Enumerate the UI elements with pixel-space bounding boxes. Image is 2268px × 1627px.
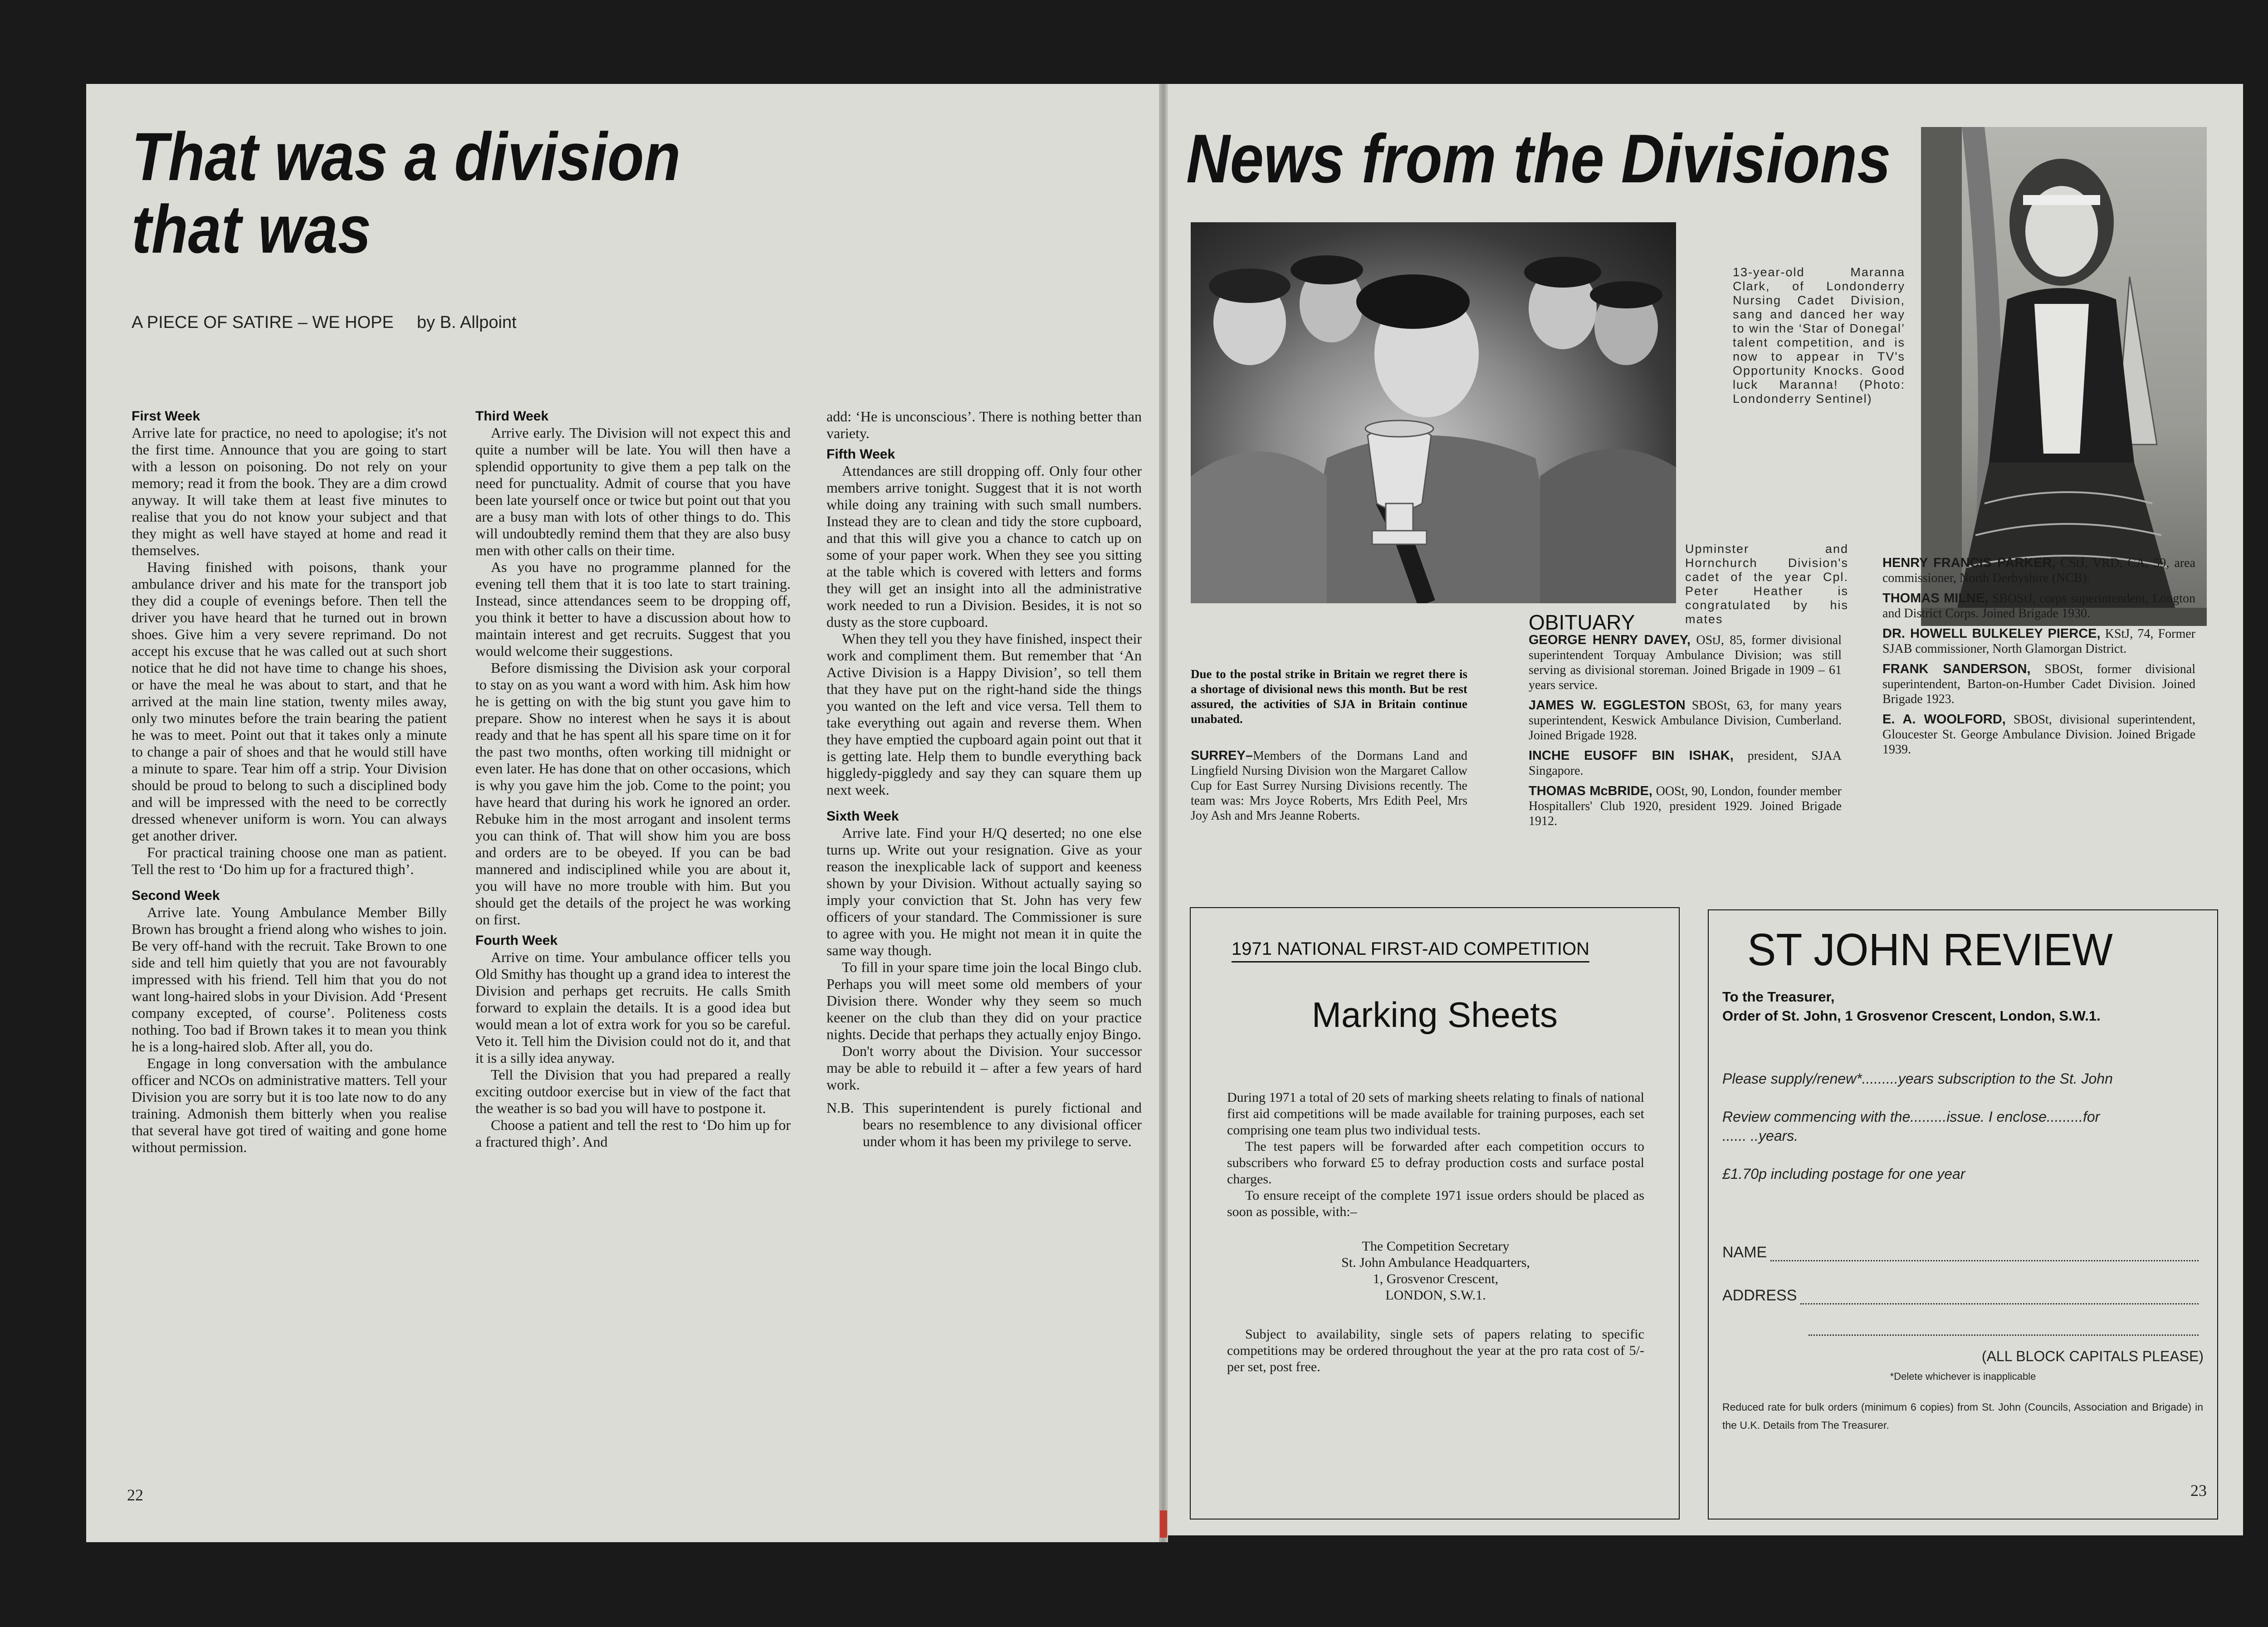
cadet-photo bbox=[1191, 222, 1676, 603]
paragraph: Choose a patient and tell the rest to ‘Do him up for a fractured thigh’. And bbox=[475, 1117, 791, 1150]
address-line: 1, Grosvenor Crescent, bbox=[1373, 1271, 1499, 1286]
sixth-week-heading: Sixth Week bbox=[826, 809, 899, 824]
paragraph: Arrive late. Young Ambulance Member Billy Brown has brought a friend along who wishes to join. Be very off-hand with the recruit. Take Brown to one side and tell him quietly that you are not favourably impressed with his friend. Tell him that you do not want long-haired slobs in your Division. Add ‘Present company excepted, of course’. Politeness costs nothing. Too bad if Brown takes it to mean you think he is a long-haired slob. After all, you do. bbox=[132, 904, 447, 1055]
paragraph: As you have no programme planned for the evening tell them that it is too late to start training. Instead, since attendances seem to be dropping off, you think it better to have a discussion about how to maintain interest and get recruits. Suggest that you would welcome their suggestions. bbox=[475, 559, 791, 659]
nb-note bbox=[826, 1099, 1142, 1150]
paragraph: Having finished with poisons, thank your ambulance driver and his mate for the transport job they did a couple of evenings before. Then tell the driver you have heard that he turned out in brown shoes. Give him a very severe reprimand. Do not accept his excuse that he was called out at such short notice that he did not have time to change his shoes, or have the meal he was about to start, and that he arrived at the main line station, twenty miles away, only two minutes before the train bearing the patient he was to meet. Point out that it takes only a minute to change a pair of shoes and that he would still have a minute to spare. Tear him off a strip. Your Division should be proud to belong to such a disciplined body and will be impressed with the need to be correctly dressed whenever uniform is worn. You can always get another driver. bbox=[132, 559, 447, 844]
paragraph: Arrive late. Find your H/Q deserted; no one else turns up. Write out your resignation. Give as your reason the inexplicable lack of support and keeness shown by your Division. Without actually saying so imply your conviction that St. John has very few officers of your standard. The Commissioner is sure to agree with you. He might not mean it in quite the same way though. bbox=[826, 825, 1142, 958]
obituary-entry bbox=[1882, 556, 2195, 586]
address-line: Order of St. John, 1 Grosvenor Crescent, London, S.W.1. bbox=[1722, 1008, 2101, 1024]
obituary-entry bbox=[1882, 712, 2195, 757]
obituary-entry bbox=[1529, 698, 1842, 743]
obituary-name: GEORGE HENRY DAVEY, bbox=[1529, 633, 1691, 647]
obituary-text: OOSt, 90, London, founder member Hospitallers' Club 1920, president 1929. Joined Brigade 1912. bbox=[1529, 784, 1842, 828]
obituary-column-2 bbox=[1882, 556, 2195, 762]
address-line-1[interactable] bbox=[1800, 1292, 2199, 1305]
surrey-text: Members of the Dormans Land and Lingfield Nursing Division won the Margaret Callow Cup for East Surrey Nursing Divisions recently. The team was: Mrs Joyce Roberts, Mrs Edith Peel, Mrs Joy Ash and Mrs Jeanne Roberts. bbox=[1191, 749, 1467, 823]
obituary-entry bbox=[1882, 626, 2195, 656]
obituary-text: OStJ, 85, former divisional superintendent Torquay Ambulance Division; was still serving as divisional storeman. Joined Brigade in 1909 – 61 years service. bbox=[1529, 633, 1842, 692]
fourth-week-heading: Fourth Week bbox=[475, 933, 558, 948]
obituary-text: SBOSt, former divisional superintendent, Barton-on-Humber Cadet Division. Joined Brigade 1923. bbox=[1882, 662, 2195, 706]
obituary-text: SBOSt, divisional superintendent, Gloucester St. George Ambulance Division. Joined Brigade 1939. bbox=[1882, 713, 2195, 757]
secretary-address bbox=[1227, 1238, 1644, 1304]
treasurer-address bbox=[1722, 987, 2101, 1026]
paragraph: When they tell you they have finished, inspect their work and compliment them. But remember that ‘An Active Division is a Happy Division’, so tell them that they have put on the right-hand side the things you wanted on the left and vice versa. Tell them to take everything out again and reverse them. When they have emptied the cupboard again point out that it is getting late. Help them to bundle everything back higgledy-piggledy and say they can square them up next week. bbox=[826, 630, 1142, 798]
paragraph: Don't worry about the Division. Your successor may be able to rebuild it – after a few years of hard work. bbox=[826, 1043, 1142, 1093]
paragraph: Before dismissing the Division ask your corporal to stay on as you want a word with him. Ask him how he is getting on with the big stunt you gave him to prepare. Show no interest when he says it is about ready and that he has spent all his spare time on it for the past two months, often working till midnight or even later. He has done that on other occasions, which is why you gave him the job. Come to the point; you have heard that during his work he ignored an order. Rebuke him in the most arrogant and insolent terms you can think of. That will show him you are boss and orders are to be obeyed. If you can be bad mannered and indisciplined while you are about it, you will have no more trouble with him. But you should get the details of the project he was working on first. bbox=[475, 660, 791, 928]
page-title: News from the Divisions bbox=[1186, 120, 1891, 197]
address-line: St. John Ambulance Headquarters, bbox=[1341, 1255, 1530, 1270]
address-line: To the Treasurer, bbox=[1722, 989, 1835, 1005]
paragraph: To fill in your spare time join the local Bingo club. Perhaps you will meet some old members of your Division there. Wonder why they seem so much keener on the club than they did on your practice nights. Decide that perhaps they actually enjoy Bingo. bbox=[826, 959, 1142, 1042]
obituary-text: KStJ, 74, Former SJAB commissioner, North Glamorgan District. bbox=[1882, 627, 2195, 656]
obituary-entry bbox=[1882, 662, 2195, 707]
paragraph: Attendances are still dropping off. Only four other members arrive tonight. Suggest that it is not worth while doing any training with such small numbers. Instead they are to clean and tidy the store cupboard, and that this will give you a chance to catch up on some of your paper work. When they see you sitting at the table which is covered with letters and forms they will get an insight into all the administrative work needed to run a Division. Besides, it is not so dusty as the store cupboard. bbox=[826, 463, 1142, 630]
name-line[interactable] bbox=[1770, 1249, 2199, 1261]
obituary-name: JAMES W. EGGLESTON bbox=[1529, 698, 1686, 713]
left-page bbox=[86, 84, 1159, 1542]
address-line: LONDON, S.W.1. bbox=[1385, 1288, 1486, 1303]
surrey-news bbox=[1191, 748, 1467, 823]
paragraph: Engage in long conversation with the ambulance officer and NCOs on administrative matters. Tell your Division you are sorry but it is too late now to do any training. Admonish them bitterly when you realise that several have got tired of waiting and gone home without permission. bbox=[132, 1055, 447, 1155]
paragraph: The test papers will be forwarded after each competition occurs to subscribers who forward £5 to defray production costs and surface postal charges. bbox=[1227, 1139, 1644, 1187]
competition-heading: 1971 NATIONAL FIRST-AID COMPETITION bbox=[1232, 939, 1589, 963]
obituary-heading: OBITUARY bbox=[1529, 611, 1635, 634]
column-3 bbox=[826, 408, 1142, 1150]
nb-text: This superintendent is purely fictional and bears no resemblence to any divisional officer under whom it has been my privilege to serve. bbox=[863, 1099, 1142, 1149]
subscription-details bbox=[1722, 1069, 2203, 1183]
form-line[interactable]: Please supply/renew*.........years subscription to the St. John bbox=[1722, 1070, 2113, 1087]
address-field[interactable] bbox=[1722, 1287, 2199, 1305]
address-line: The Competition Secretary bbox=[1362, 1239, 1510, 1254]
obituary-entry bbox=[1882, 591, 2195, 621]
bulk-rate-note: Reduced rate for bulk orders (minimum 6 copies) from St. John (Councils, Association and Brigade) in the U.K. Details from The Treasurer. bbox=[1722, 1401, 2203, 1431]
column-2 bbox=[475, 408, 791, 1150]
review-title: ST JOHN REVIEW bbox=[1747, 924, 2113, 975]
form-line[interactable]: ...... ..years. bbox=[1722, 1128, 1799, 1144]
delete-note: *Delete whichever is inapplicable bbox=[1890, 1371, 2036, 1382]
obituary-name: DR. HOWELL BULKELEY PIERCE, bbox=[1882, 626, 2101, 641]
girl-photo bbox=[1921, 127, 2207, 626]
obituary-column-1 bbox=[1529, 633, 1842, 834]
obituary-text: CStJ, VRD, CA, 59, area commissioner, North Derbyshire (NCB). bbox=[1882, 556, 2195, 585]
obituary-name: INCHE EUSOFF BIN ISHAK, bbox=[1529, 748, 1734, 763]
obituary-entry bbox=[1529, 784, 1842, 829]
obituary-text: SBOStJ, corps superintendent, Longton and District Corps. Joined Brigade 1930. bbox=[1882, 591, 2195, 621]
girl-photo-caption: 13-year-old Maranna Clark, of Londonderry Nursing Cadet Division, sang and danced her way to win the ‘Star of Donegal’ talent competition, and is now to appear in TV's Opportunity Knocks. Good luck Maranna! (Photo: Londonderry Sentinel) bbox=[1733, 265, 1905, 406]
obituary-text: SBOSt, 63, for many years superintendent, Keswick Ambulance Division, Cumberland. Joined Brigade 1928. bbox=[1529, 699, 1842, 743]
obituary-name: E. A. WOOLFORD, bbox=[1882, 712, 2006, 727]
obituary-name: HENRY FRANCIS PARKER, bbox=[1882, 556, 2056, 570]
spine bbox=[1159, 84, 1168, 1542]
obituary-entry bbox=[1529, 633, 1842, 693]
paragraph: Arrive on time. Your ambulance officer tells you Old Smithy has thought up a grand idea to interest the Division and perhaps get recruits. He calls Smith forward to explain the details. It is a good idea but would mean a lot of extra work for you so be careful. Veto it. Tell him the Division could not do it, and that it is a silly idea anyway. bbox=[475, 949, 791, 1066]
paragraph: Arrive late for practice, no need to apologise; it's not the first time. Announce that you are going to start with a lesson on poisoning. Do not rely on your memory; read it from the book. They are a dim crowd anyway. It will take them at least five minutes to realise that you do not know your subject and that they might as well have stayed at home and read it themselves. bbox=[132, 425, 447, 558]
subscription-form bbox=[1708, 909, 2218, 1520]
marking-sheets-body bbox=[1227, 1090, 1644, 1375]
right-page bbox=[1168, 84, 2243, 1535]
title-line-1: That was a division bbox=[132, 118, 681, 195]
address-label: ADDRESS bbox=[1722, 1287, 1797, 1304]
surrey-label: SURREY– bbox=[1191, 748, 1253, 763]
nb-label: N.B. bbox=[826, 1099, 854, 1116]
form-line[interactable]: Review commencing with the.........issue. I enclose.........for bbox=[1722, 1109, 2100, 1125]
title-line-2: that was bbox=[132, 191, 371, 267]
block-capitals-note: (ALL BLOCK CAPITALS PLEASE) bbox=[1981, 1348, 2204, 1364]
page-number: 23 bbox=[2190, 1481, 2207, 1500]
subtitle-line bbox=[132, 313, 517, 332]
first-week-heading: First Week bbox=[132, 409, 200, 424]
subtitle: A PIECE OF SATIRE – WE HOPE bbox=[132, 313, 394, 332]
cadet-photo-caption: Upminster and Hornchurch Division's cadet of the year Cpl. Peter Heather is congratulated by his mates bbox=[1685, 542, 1848, 626]
obituary-name: FRANK SANDERSON, bbox=[1882, 662, 2031, 676]
marking-sheets-box bbox=[1190, 907, 1680, 1520]
paragraph: Arrive early. The Division will not expect this and quite a number will be late. You will then have a splendid opportunity to give them a pep talk on the need for punctuality. Admit of course that you have been late yourself once or twice but point out that you are a busy man with lots of other things to do. This will undoubtedly remind them that they are also busy men with other calls on their time. bbox=[475, 425, 791, 558]
name-label: NAME bbox=[1722, 1244, 1767, 1261]
obituary-text: president, SJAA Singapore. bbox=[1529, 749, 1842, 778]
address-line-2[interactable] bbox=[1809, 1334, 2199, 1336]
obituary-name: THOMAS McBRIDE, bbox=[1529, 784, 1652, 798]
obituary-name: THOMAS MILNE, bbox=[1882, 591, 1989, 606]
paragraph: For practical training choose one man as patient. Tell the rest to ‘Do him up for a fractured thigh’. bbox=[132, 844, 447, 877]
page-number: 22 bbox=[127, 1486, 143, 1504]
third-week-heading: Third Week bbox=[475, 409, 549, 424]
obituary-entry bbox=[1529, 748, 1842, 778]
postal-strike-note: Due to the postal strike in Britain we regret there is a shortage of divisional news this month. But be rest assured, the activities of SJA in Britain continue unabated. bbox=[1191, 667, 1467, 726]
spine-ribbon bbox=[1160, 1510, 1167, 1538]
byline: by B. Allpoint bbox=[417, 313, 517, 332]
paragraph: add: ‘He is unconscious’. There is nothing better than variety. bbox=[826, 408, 1142, 441]
paragraph: During 1971 a total of 20 sets of marking sheets relating to finals of national first aid competitions will be made available for training purposes, each set comprising one team plus two individual tests. bbox=[1227, 1090, 1644, 1138]
cadet-photo-illustration bbox=[1191, 222, 1676, 603]
marking-sheets-title: Marking Sheets bbox=[1312, 995, 1558, 1035]
paragraph: Tell the Division that you had prepared a really exciting outdoor exercise but in view of the fact that the weather is so bad you will have to postpone it. bbox=[475, 1066, 791, 1116]
name-field[interactable] bbox=[1722, 1244, 2199, 1261]
column-1 bbox=[132, 408, 447, 1156]
second-week-heading: Second Week bbox=[132, 888, 220, 903]
price-line: £1.70p including postage for one year bbox=[1722, 1166, 1965, 1182]
paragraph: Subject to availability, single sets of papers relating to specific competitions may be ordered throughout the year at the pro rata cost of 5/- per set, post free. bbox=[1227, 1327, 1644, 1374]
paragraph: To ensure receipt of the complete 1971 issue orders should be placed as soon as possible, with:– bbox=[1227, 1188, 1644, 1219]
fifth-week-heading: Fifth Week bbox=[826, 447, 895, 462]
girl-photo-illustration bbox=[1921, 127, 2207, 626]
article-title bbox=[132, 120, 680, 265]
